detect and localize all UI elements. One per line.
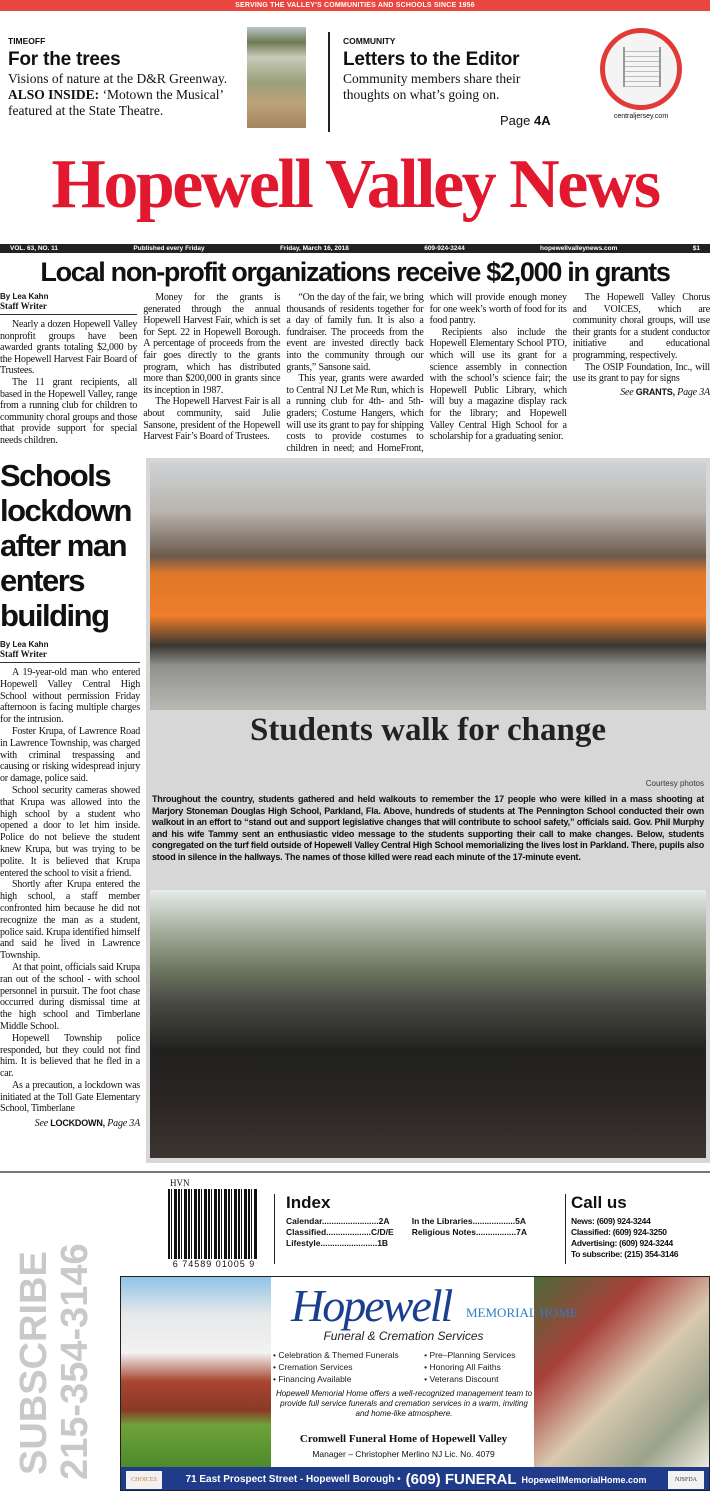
ad-footer	[121, 1467, 710, 1491]
index-box	[286, 1193, 562, 1249]
paragraph: A 19-year-old man who entered Hopewell Valley Central High School without permission Friday afternoon is facing multiple charges for the intrusion.	[0, 667, 140, 726]
divider	[328, 32, 330, 132]
divider	[274, 1194, 275, 1264]
index-item[interactable]: In the Libraries..................5A	[411, 1216, 527, 1226]
masthead: Hopewell Valley News	[51, 146, 659, 223]
ad-brand: Hopewell	[291, 1280, 452, 1331]
teaser-community[interactable]	[343, 36, 543, 103]
issue-date: Friday, March 16, 2018	[279, 245, 349, 252]
lockdown-headline[interactable]: Schools lockdown after man enters building	[0, 458, 131, 633]
barcode	[168, 1189, 258, 1259]
ad-services: • Celebration & Themed Funerals • Pre–Planning Services • Cremation Services • Honoring All Faiths • Financing Available • Veterans Discount	[273, 1350, 516, 1384]
njsfda-badge: NJSFDA	[668, 1471, 704, 1489]
paragraph: Nearly a dozen Hopewell Valley nonprofit groups have been awarded grants totaling $2,000 by the Hopewell Harvest Fair Board of Trustees.	[0, 319, 138, 377]
paragraph: This year, grants were awarded to Central NJ Let Me Run, which is a running club for 4th- and 5th-graders; Costume Hangers, which will use its grant to pay for shipping costs to provide costumes to children in need; and HomeFront, which will provide enough money for one week’s worth of food for its food pantry.	[286, 292, 567, 454]
teaser-title[interactable]: Letters to the Editor	[343, 49, 520, 70]
section-rule	[0, 1171, 710, 1173]
index-item[interactable]: Lifestyle........................1B	[286, 1238, 389, 1248]
trees-photo	[247, 27, 306, 128]
subscribe-word: SUBSCRIBE	[13, 1251, 55, 1475]
teaser-text: Community members share their thoughts on what’s going on.	[343, 71, 521, 102]
call-us-title: Call us	[571, 1193, 627, 1212]
index-item[interactable]: Religious Notes.................7A	[411, 1227, 527, 1237]
paragraph: The 11 grant recipients, all based in the Hopewell Valley, range from a running club for children to community choral groups and those that provide support for special needs children.	[0, 376, 138, 446]
paragraph: The OSIP Foundation, Inc., will use its grant to pay for signs	[572, 361, 710, 385]
paragraph: As a precaution, a lockdown was initiated at the Toll Gate Elementary School, Timberlane	[0, 1079, 140, 1115]
ad-blurb: Hopewell Memorial Home offers a well-recognized management team to provide full service funerals and cremation services in a warm, inviting and home-like atmosphere.	[275, 1389, 533, 1418]
call-us-box	[571, 1193, 710, 1260]
photo-credit: Courtesy photos	[645, 779, 704, 788]
logo-site[interactable]: centraljersey.com	[613, 113, 669, 120]
info-bar	[0, 244, 710, 253]
byline: By Lea Kahn Staff Writer	[0, 640, 49, 659]
grants-jump-link[interactable]: See GRANTS, Page 3A	[620, 386, 710, 398]
ad-tagline: Funeral & Cremation Services	[323, 1329, 484, 1343]
paragraph: Hopewell Township police responded, but they could not find him. It is believed that he fled in a car.	[0, 1032, 140, 1080]
teaser-kicker: TIMEOFF	[8, 36, 46, 46]
index-title: Index	[286, 1193, 331, 1212]
phone: 609-924-3244	[424, 245, 465, 252]
paragraph: The Hopewell Harvest Fair is all about community, said Julie Sansone, president of the Hopewell Harvest Fair’s Board of Trustees.	[143, 396, 281, 443]
contact-line: Classified: (609) 924-3250	[571, 1227, 667, 1237]
photo-caption: Throughout the country, students gathered and held walkouts to remember the 17 people who were killed in a mass shooting at Marjory Stoneman Douglas High School, Parkland, Fla. Above, hundreds of students at The Pennington School conducted their own walkout in an effort to “stand out and support legislative changes that will contribute to school safety,” officials said. Gov. Phil Murphy and his wife Tammy sent an enthusiastic video message to the students supporting their call to make changes. Below, students congregated on the turf field outside of Hopewell Valley Central High School memorializing the lives lost in Parkland. There, pupils also stood in silence in the hallways. The names of those killed were read each minute of the 17-minute event.	[152, 794, 704, 862]
paragraph: At that point, officials said Krupa ran out of the school - with school personnel in pursuit. The foot chase occurred during dismissal time at the high school and Timberlane Middle School.	[0, 961, 140, 1032]
byline: By Lea Kahn Staff Writer	[0, 292, 49, 311]
ad-phone[interactable]: (609) FUNERAL	[405, 1471, 517, 1488]
grants-article	[0, 292, 710, 455]
barcode-number: 6 74589 01005 9	[168, 1259, 260, 1269]
packet-media-logo	[600, 28, 682, 110]
teaser-timeoff[interactable]	[8, 36, 240, 119]
price: $1	[692, 245, 700, 252]
volume: VOL. 63, NO. 11	[10, 245, 59, 252]
frequency: Published every Friday	[133, 245, 205, 252]
top-banner: SERVING THE VALLEY'S COMMUNITIES AND SCHOOLS SINCE 1956	[0, 0, 710, 11]
subscribe-phone: 215-354-3146	[54, 1243, 96, 1480]
grants-headline[interactable]: Local non-profit organizations receive $2,000 in grants	[40, 257, 670, 287]
paragraph: Shortly after Krupa entered the high school, a staff member confronted him because he did not recognize the man as a student, police said. Krupa identified himself and said he lived in Lawrence Township.	[0, 879, 140, 962]
ad-manager: Manager – Christopher Merlino NJ Lic. No. 4079	[312, 1449, 495, 1459]
funeral-home-ad[interactable]	[120, 1276, 710, 1491]
byline-rule	[0, 314, 137, 315]
turf-field-photo	[150, 890, 706, 1158]
index-item[interactable]: Calendar........................2A	[286, 1216, 390, 1226]
divider	[565, 1194, 566, 1264]
paragraph: Money for the grants is generated through the annual Hopewell Harvest Fair, which is set for Sept. 22 in Hopewell Borough. A percentage of proceeds from the fair goes directly to the grants program, which has distributed more than $200,000 in grants since its inception in 1987.	[143, 292, 281, 396]
teaser-title[interactable]: For the trees	[8, 49, 121, 70]
ship-icon	[623, 47, 661, 87]
index-item[interactable]: Classified...................C/D/E	[286, 1227, 394, 1237]
paragraph: The Hopewell Valley Chorus and VOICES, which are community choral groups, will use their grants for a student conductor initiative and educational programming, respectively.	[572, 292, 710, 361]
teaser-page: Page 4A	[500, 113, 551, 128]
ad-name: Cromwell Funeral Home of Hopewell Valley	[299, 1433, 508, 1445]
website[interactable]: hopewellvalleynews.com	[540, 245, 618, 252]
teaser-text: Visions of nature at the D&R Greenway. ALSO INSIDE: ‘Motown the Musical’ featured at the State Theatre.	[8, 71, 228, 118]
house-photo	[121, 1277, 271, 1467]
byline-rule	[0, 662, 140, 663]
photo-story-headline: Students walk for change	[249, 712, 607, 748]
contact-line: News: (609) 924-3244	[571, 1216, 651, 1226]
walkout-crowd-photo	[150, 462, 706, 710]
choices-badge: CHOICES	[126, 1471, 162, 1489]
subscribe-promo	[0, 1243, 120, 1480]
paragraph: Recipients also include the Hopewell Elementary School PTO, which will use its grant for a science assembly in connection with the school’s science fair; the Hopewell Public Library, which will buy a magazine display rack for the library; and Hopewell Valley Central High School for a scholarship for a graduating senior.	[429, 326, 567, 443]
contact-line: Advertising: (609) 924-3244	[571, 1238, 673, 1248]
ad-brand-sub: MEMORIAL HOME	[466, 1305, 578, 1320]
contact-line: To subscribe: (215) 354-3146	[571, 1249, 679, 1259]
ad-address: 71 East Prospect Street - Hopewell Borough •	[185, 1474, 401, 1485]
paragraph: Foster Krupa, of Lawrence Road in Lawrence Township, was charged with criminal trespassing and causing or risking widespread injury or damage, police said.	[0, 725, 140, 785]
paragraph: “On the day of the fair, we bring thousands of residents together for a day of family fun. It is also a fundraiser. The proceeds from the event are invested directly back into the community through our grants,” Sansone said.	[286, 292, 424, 373]
barcode-label: HVN	[170, 1178, 190, 1188]
teaser-kicker: COMMUNITY	[343, 36, 396, 46]
lockdown-article	[0, 640, 140, 1130]
paragraph: School security cameras showed that Krupa was allowed into the high school by a student who opened a door to let him inside. Police do not believe the student knew Krupa, but was trying to be polite. It is believed that Krupa entered the school to visit a friend.	[0, 784, 140, 879]
lockdown-jump-link[interactable]: See LOCKDOWN, Page 3A	[34, 1118, 140, 1130]
ad-website[interactable]: HopewellMemorialHome.com	[521, 1474, 647, 1485]
